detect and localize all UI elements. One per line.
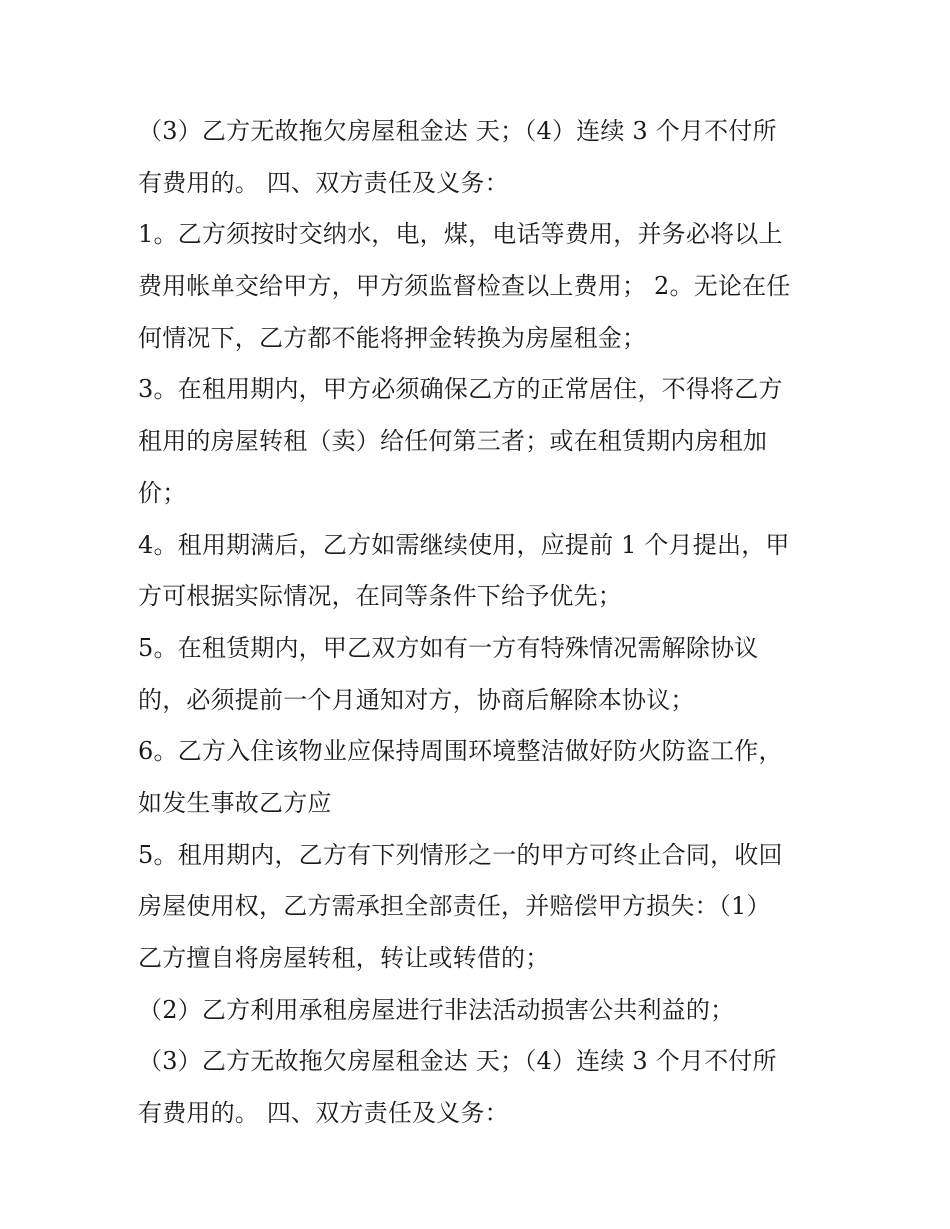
text-line-13: 6。乙方入住该物业应保持周围环境整洁做好防火防盗工作， [138,737,783,766]
text-line-16: 房屋使用权，乙方需承担全部责任，并赔偿甲方损失：（1） [138,892,771,921]
text-line-9: 4。租用期满后，乙方如需继续使用，应提前 1 个月提出，甲 [138,530,790,559]
text-line-1: （3）乙方无故拖欠房屋租金达 天；（4）连续 3 个月不付所 [138,117,777,145]
text-line-15: 5。租用期内，乙方有下列情形之一的甲方可终止合同，收回 [138,840,783,869]
text-line-11: 5。在租赁期内，甲乙双方如有一方有特殊情况需解除协议 [138,633,759,662]
text-line-5: 何情况下，乙方都不能将押金转换为房屋租金； [138,323,647,352]
text-line-12: 的，必须提前一个月通知对方，协商后解除本协议； [138,685,695,714]
text-line-14: 如发生事故乙方应 [138,788,332,817]
text-line-19: （3）乙方无故拖欠房屋租金达 天；（4）连续 3 个月不付所 [138,1047,777,1076]
text-line-3: 1。乙方须按时交纳水，电，煤，电话等费用，并务必将以上 [138,220,783,249]
document-body [138,106,818,1140]
text-line-20: 有费用的。 四、双方责任及义务： [138,1099,509,1128]
text-line-4: 费用帐单交给甲方，甲方须监督检查以上费用； 2。无论在任 [138,272,791,301]
text-line-10: 方可根据实际情况，在同等条件下给予优先； [138,582,622,611]
text-line-2: 有费用的。 四、双方责任及义务： [138,168,509,197]
text-line-17: 乙方擅自将房屋转租，转让或转借的； [138,944,550,972]
text-line-18: （2）乙方利用承租房屋进行非法活动损害公共利益的； [138,995,735,1024]
text-line-8: 价； [138,478,187,507]
text-line-7: 租用的房屋转租（卖）给任何第三者；或在租赁期内房租加 [138,427,768,456]
text-line-6: 3。在租用期内，甲方必须确保乙方的正常居住，不得将乙方 [138,375,783,404]
